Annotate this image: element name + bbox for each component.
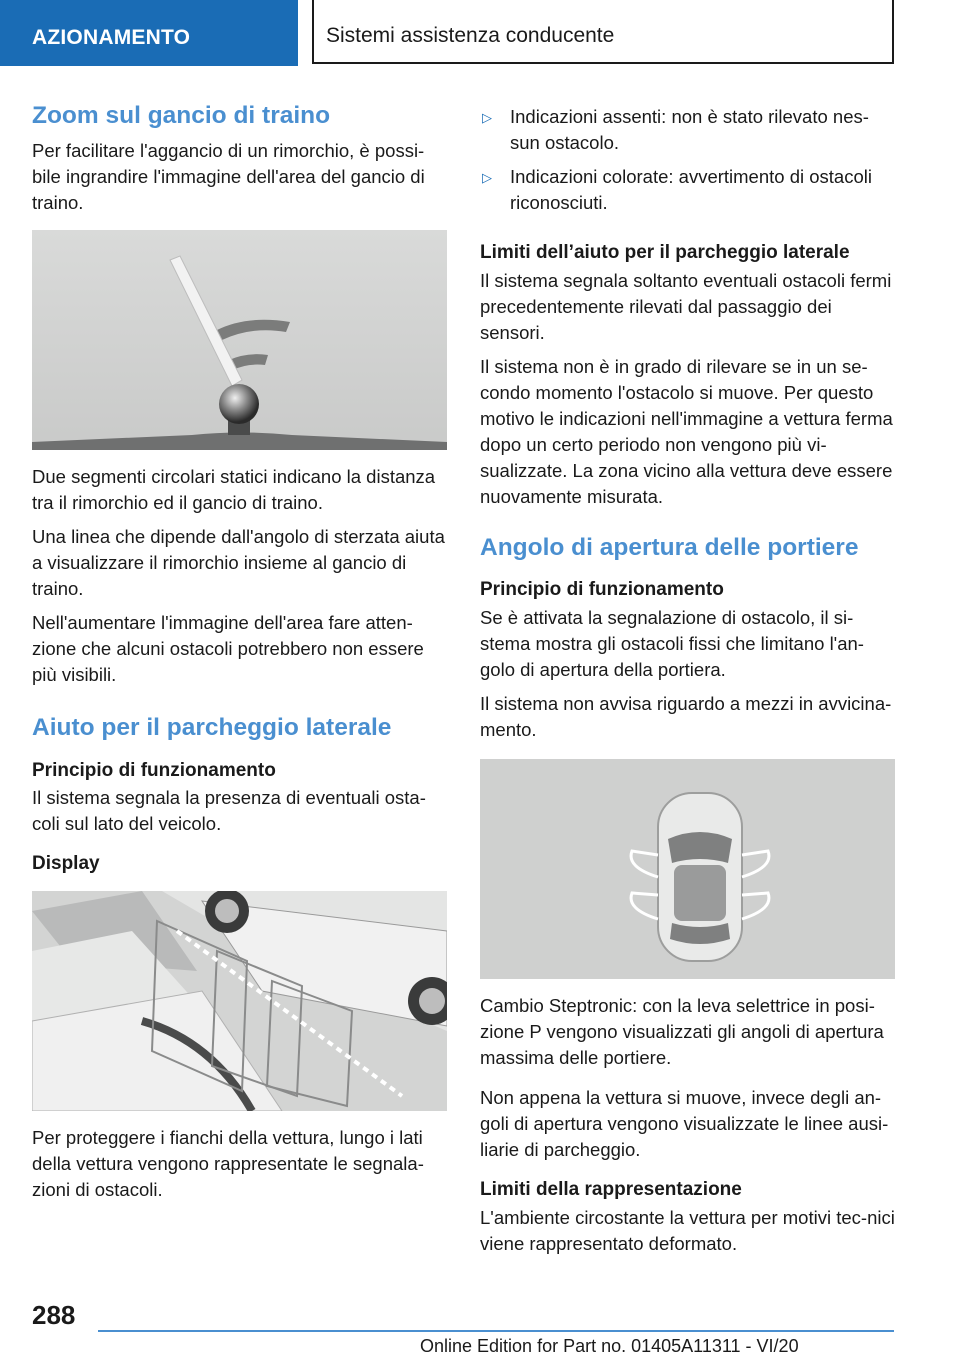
- section-title: AZIONAMENTO: [32, 26, 191, 49]
- page-header: [0, 0, 960, 66]
- door-paragraph-2: Il sistema non avvisa riguardo a mezzi in avvicina-mento.: [480, 693, 892, 741]
- right-column: [480, 104, 898, 1265]
- door-angle-image: [480, 759, 895, 979]
- principle-heading: Principio di funzionamento: [32, 759, 276, 781]
- tow-hitch-illustration: [32, 230, 447, 450]
- page-number: 288: [32, 1300, 76, 1330]
- footer-divider: [98, 1330, 894, 1332]
- limits-paragraph-2: Il sistema non è in grado di rilevare se in un se-condo momento l'ostacolo si muove. Per questo motivo le indicazioni nell'immagine a vettura ferma dopo un certo periodo non vengono più vi-sualizzate. La zona vicino alla vettura deve essere nuovamente misurata.: [480, 355, 893, 507]
- display-text: Per proteggere i fianchi della vettura, lungo i lati della vettura vengono rappresentate le segnala-zioni di ostacoli.: [32, 1126, 424, 1200]
- representation-text: L'ambiente circostante la vettura per motivi tec-nici viene rappresentato deformato.: [480, 1206, 895, 1254]
- side-parking-heading: Aiuto per il parcheggio laterale: [32, 713, 392, 741]
- zoom-paragraph-3: Nell'aumentare l'immagine dell'area fare atten-zione che alcuni ostacoli potrebbero non essere più visibili.: [32, 611, 424, 685]
- side-parking-illustration: [32, 891, 447, 1111]
- section-tab: [0, 0, 298, 66]
- door-paragraph-1: Se è attivata la segnalazione di ostacolo, il si-stema mostra gli ostacoli fissi che limitano l'an-golo di apertura della portiera.: [480, 607, 864, 681]
- triangle-bullet-icon: ▷: [482, 110, 492, 125]
- limits-heading: Limiti dell’aiuto per il parcheggio laterale: [480, 242, 850, 263]
- list-item: [480, 164, 898, 216]
- limits-paragraph-1: Il sistema segnala soltanto eventuali ostacoli fermi precedentemente rilevati dal passaggio dei sensori.: [480, 269, 892, 343]
- side-view-image: [32, 891, 447, 1111]
- edition-footer: Online Edition for Part no. 01405A11311 - VI/20: [420, 1336, 799, 1356]
- car-top-view-illustration: [480, 759, 895, 979]
- display-heading: Display: [32, 853, 100, 875]
- indication-list: [480, 104, 898, 216]
- tow-hitch-image: [32, 230, 447, 450]
- left-column: [32, 100, 450, 1211]
- zoom-heading: Zoom sul gancio di traino: [32, 102, 331, 129]
- door-principle-heading: Principio di funzionamento: [480, 579, 724, 601]
- triangle-bullet-icon: ▷: [482, 170, 492, 185]
- door-angle-heading: Angolo di apertura delle portiere: [480, 533, 859, 561]
- zoom-paragraph-1: Due segmenti circolari statici indicano la distanza tra il rimorchio ed il gancio di traino.: [32, 465, 436, 513]
- door-paragraph-3: Cambio Steptronic: con la leva selettrice in posi-zione P vengono visualizzati gli angoli di apertura massima delle portiere.: [480, 995, 884, 1069]
- subsection-title: Sistemi assistenza conducente: [326, 24, 615, 47]
- list-item-text: Indicazioni colorate: avvertimento di ostacoli riconosciuti.: [510, 166, 872, 213]
- zoom-paragraph-2: Una linea che dipende dall'angolo di sterzata aiuta a visualizzare il rimorchio insieme al gancio di traino.: [32, 525, 445, 599]
- list-item-text: Indicazioni assenti: non è stato rilevato nes-sun ostacolo.: [510, 106, 869, 153]
- subsection-box: [312, 0, 894, 64]
- door-paragraph-4: Non appena la vettura si muove, invece degli an-goli di apertura vengono visualizzate le linee ausi-liarie di parcheggio.: [480, 1087, 889, 1161]
- principle-text: Il sistema segnala la presenza di eventuali osta-coli sul lato del veicolo.: [32, 787, 426, 835]
- zoom-intro: Per facilitare l'aggancio di un rimorchio, è possi-bile ingrandire l'immagine dell'area del gancio di traino.: [32, 139, 425, 213]
- list-item: [480, 104, 898, 156]
- representation-heading: Limiti della rappresentazione: [480, 1179, 742, 1201]
